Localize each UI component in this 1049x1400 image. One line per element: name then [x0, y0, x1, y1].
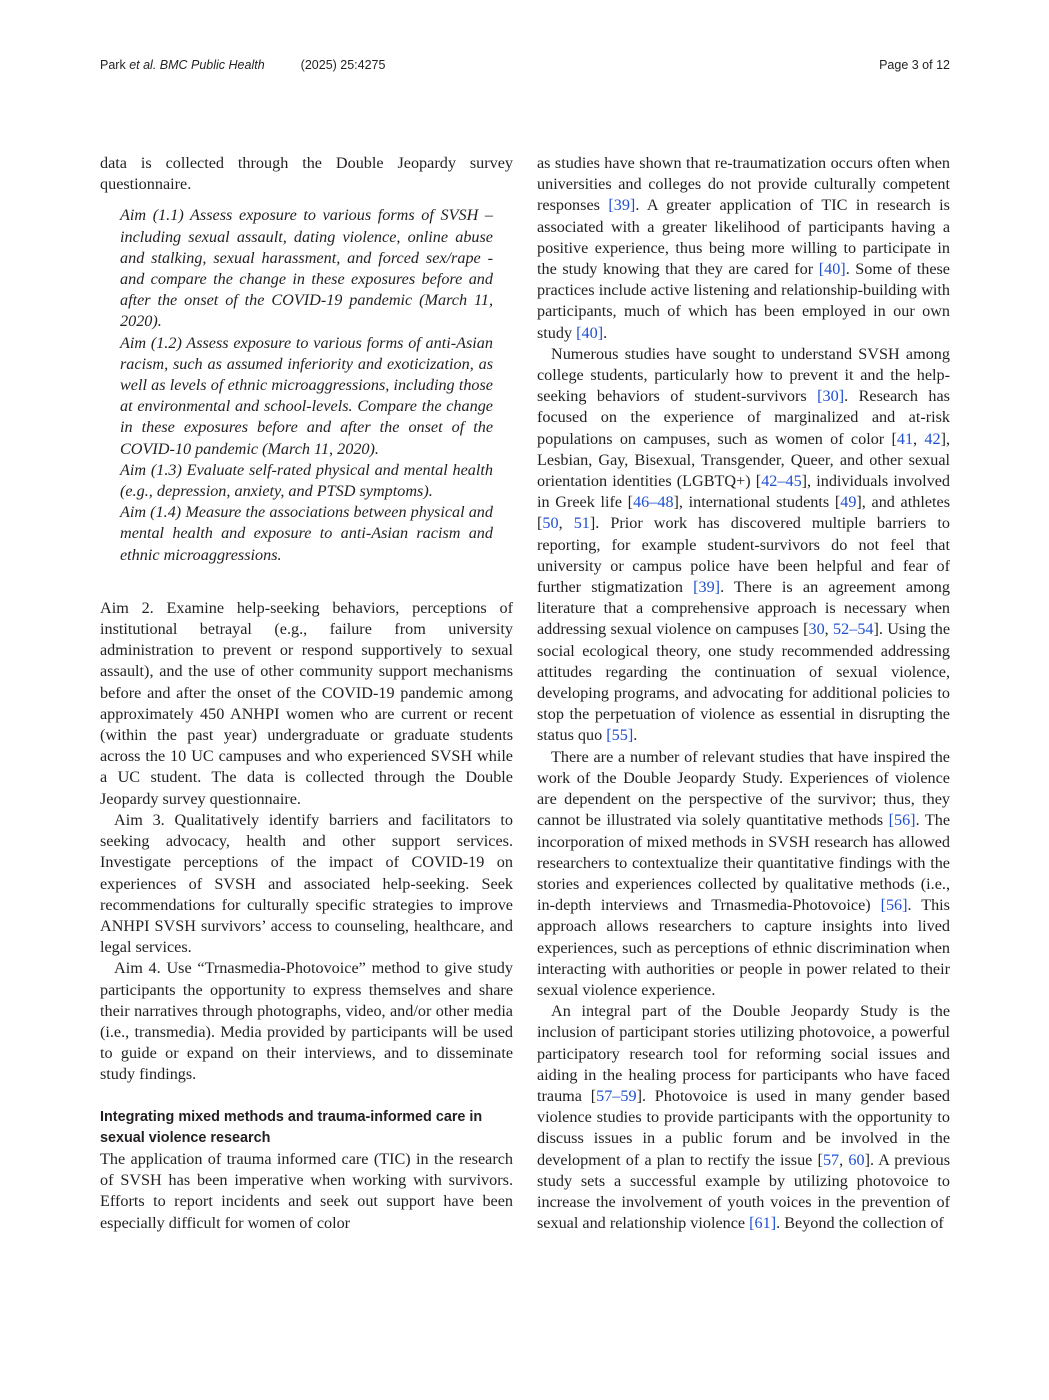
aim-1-3: Aim (1.3) Evaluate self-rated physical and mental health (e.g., depression, anxiety, and PTSD symptoms). — [120, 460, 493, 501]
citation-link[interactable]: [39] — [693, 578, 721, 597]
right-column — [537, 153, 950, 1234]
running-head-journal: et al. BMC Public Health — [129, 58, 265, 72]
citation-link[interactable]: [56] — [888, 811, 916, 830]
citation-link[interactable]: [55] — [606, 726, 634, 745]
citation-link[interactable]: 30 — [808, 620, 825, 639]
aim-2: Aim 2. Examine help-seeking behaviors, perceptions of institutional betrayal (e.g., failure from university administration to prevent or respond supportively to sexual assault), and the use of other community support mechanisms before and after the onset of the COVID-19 pandemic among approximately 450 ANHPI women who are current or recent (within the past year) undergraduate or graduate students across the 10 UC campuses and who experienced SVSH while a UC student. The data is collected through the Double Jeopardy survey questionnaire. — [100, 598, 513, 808]
citation-link[interactable]: [39] — [608, 196, 636, 215]
running-head — [100, 58, 385, 72]
citation-link[interactable]: 42 — [924, 429, 941, 448]
citation-link[interactable]: 57–59 — [596, 1086, 637, 1105]
paragraph: There are a number of relevant studies that have inspired the work of the Double Jeopardy Study. Experiences of violence are dependent on the perspective of the survivor; thus, they cannot be illustrated via solely quantitative methods [56]. The incorporation of mixed methods in SVSH research has allowed researchers to contextualize their quantitative findings with the stories and experiences collected by qualitative methods (i.e., in-depth interviews and Trnasmedia-Photovoice) [56]. This approach allows researchers to capture insights into lived experiences, such as perceptions of ethnic discrimination when interacting with authorities or people in power related to their sexual violence experience. — [537, 747, 951, 999]
citation-link[interactable]: 60 — [848, 1150, 865, 1169]
citation-link[interactable]: 52–54 — [833, 620, 874, 639]
paragraph: An integral part of the Double Jeopardy Study is the inclusion of participant stories utilizing photovoice, a powerful participatory research tool for reforming social issues and aiding in the healing process for participants who have faced trauma [57–59]. Photovoice is used in many gender based violence studies to provide participants with the opportunity to discuss issues in a public forum and be involved in the development of a plan to rectify the issue [57, 60]. A previous study sets a successful example by utilizing photovoice to increase the involvement of youth voices in the prevention of sexual and relationship violence [61]. Beyond the collection of — [537, 1002, 951, 1233]
citation-link[interactable]: 50 — [542, 514, 559, 533]
aim-1-2: Aim (1.2) Assess exposure to various forms of anti-Asian racism, such as assumed inferiority and exoticization, as well as levels of ethnic microaggressions, including those at environmental and school-levels. Compare the change in these exposures before and after the onset of the COVID-10 pandemic (March 11, 2020). — [120, 333, 493, 458]
citation-link[interactable]: 46–48 — [633, 493, 674, 512]
aim-1-1: Aim (1.1) Assess exposure to various forms of SVSH – including sexual assault, dating violence, online abuse and stalking, sexual harassment, and forced sex/rape - and compare the change in these exposures before and after the onset of the COVID-19 pandemic (March 11, 2020). — [120, 206, 493, 331]
citation-link[interactable]: [40] — [818, 260, 846, 279]
citation-link[interactable]: [30] — [817, 387, 845, 406]
citation-link[interactable]: 41 — [896, 429, 914, 448]
aim-1-4: Aim (1.4) Measure the associations between physical and mental health and exposure to anti-Asian racism and ethnic microaggressions. — [120, 503, 493, 564]
citation-link[interactable]: 57 — [822, 1150, 840, 1169]
section-heading: Integrating mixed methods and trauma-informed care in sexual violence research — [100, 1108, 483, 1146]
citation-link[interactable]: [40] — [576, 323, 604, 342]
paragraph: data is collected through the Double Jeopardy survey questionnaire. — [100, 154, 513, 194]
left-column — [100, 153, 513, 1234]
aim-4: Aim 4. Use “Trnasmedia-Photovoice” method to give study participants the opportunity to express themselves and share their narratives through photographs, video, and/or other media (i.e., transmedia). Media provided by participants will be used to guide or expand on their interviews, and to disseminate study findings. — [100, 959, 513, 1084]
citation-link[interactable]: [61] — [749, 1214, 777, 1233]
running-head-citation: (2025) 25:4275 — [300, 58, 386, 72]
paragraph: as studies have shown that re-traumatization occurs often when universities and colleges do not provide culturally competent responses [39]. A greater application of TIC in research is associated with a greater likelihood of participants having a positive experience, thus being more willing to participate in the study knowing that they are cared for [40]. Some of these practices include active listening and relationship-building with participants, much of which has been employed in our own study [40]. — [537, 154, 950, 342]
aim-3: Aim 3. Qualitatively identify barriers and facilitators to seeking advocacy, health and other support services. Investigate perceptions of the impact of COVID-19 on experiences of SVSH and associated help-seeking. Seek recommendations for culturally specific strategies to improve ANHPI SVSH survivors’ access to counseling, healthcare, and legal services. — [100, 810, 513, 957]
aim-1-sub-aims — [100, 205, 513, 565]
running-head-authors: Park — [100, 58, 130, 72]
paragraph: The application of trauma informed care (TIC) in the research of SVSH has been imperative when working with survivors. Efforts to report incidents and seek out support have been especially difficult for women of color — [100, 1149, 513, 1232]
citation-link[interactable]: 51 — [573, 514, 590, 533]
citation-link[interactable]: [56] — [880, 896, 908, 915]
paragraph: Numerous studies have sought to understand SVSH among college students, particularly how to prevent it and the help-seeking behaviors of student-survivors [30]. Research has focused on the experience of marginalized and at-risk populations on campuses, such as women of color [41, 42], Lesbian, Gay, Bisexual, Transgender, Queer, and other sexual orientation identities (LGBTQ+) [42–45], individuals involved in Greek life [46–48], international students [49], and athletes [50, 51]. Prior work has discovered multiple barriers to reporting, for example student-survivors do not feel that university or campus police have been helpful and fear of further stigmatization [39]. There is an agreement among literature that a comprehensive approach is necessary when addressing sexual violence on campuses [30, 52–54]. Using the social ecological theory, one study recommended addressing attitudes regarding the continuation of sexual violence, developing programs, and advocating for additional policies to stop the perpetuation of violence as essential in disrupting the status quo [55]. — [537, 344, 951, 745]
page-number: Page 3 of 12 — [879, 58, 950, 72]
page-header — [100, 58, 950, 78]
citation-link[interactable]: 42–45 — [761, 472, 802, 491]
citation-link[interactable]: 49 — [840, 493, 857, 512]
